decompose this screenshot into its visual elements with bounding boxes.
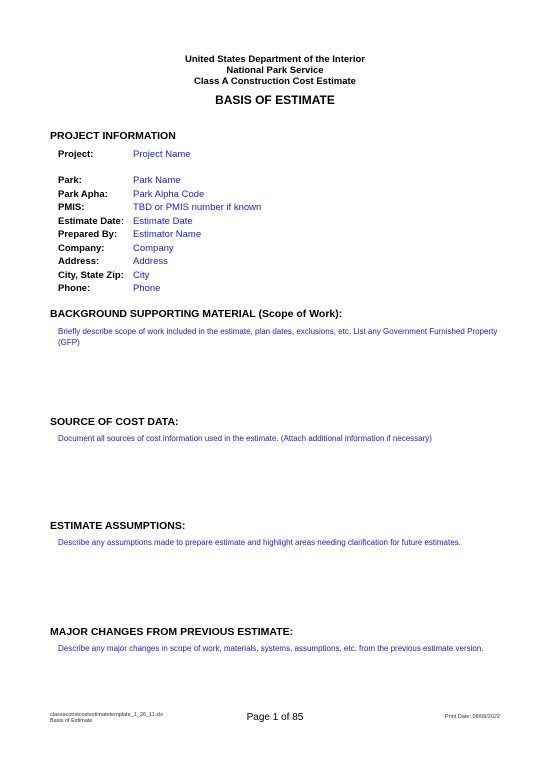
field-value: TBD or PMIS number if known <box>133 202 262 213</box>
field-label: Address: <box>58 256 100 267</box>
field-value: Project Name <box>133 149 191 160</box>
changes-heading: MAJOR CHANGES FROM PREVIOUS ESTIMATE: <box>50 626 294 638</box>
field-label: Park Apha: <box>58 188 108 200</box>
field-row <box>58 189 204 200</box>
assumptions-description: Describe any assumptions made to prepare estimate and highlight areas needing clarification for future estimates. <box>58 538 461 547</box>
field-row <box>58 283 160 294</box>
field-value: Address <box>133 256 168 267</box>
field-label: Phone: <box>58 283 91 294</box>
header-line-2: National Park Service <box>226 65 324 76</box>
field-value: Park Name <box>133 175 181 186</box>
field-label: Park: <box>58 175 82 186</box>
footer-sheet-name: Basis of Estimate <box>50 718 93 724</box>
field-value: City <box>133 269 150 281</box>
cost-data-heading: SOURCE OF COST DATA: <box>50 416 179 428</box>
field-row <box>58 175 181 186</box>
print-date: Print Date: 08/08/2022 <box>444 714 500 720</box>
field-row <box>58 202 261 213</box>
field-label: Company: <box>58 242 105 254</box>
field-value: Phone <box>133 283 161 294</box>
field-label: PMIS: <box>58 202 85 213</box>
field-label: City, State Zip: <box>58 269 124 281</box>
scope-heading: BACKGROUND SUPPORTING MATERIAL (Scope of Work): <box>50 308 343 320</box>
field-value: Estimate Date <box>133 215 193 227</box>
changes-description: Describe any major changes in scope of work, materials, systems, assumptions, etc. from the previous estimate version. <box>58 644 484 653</box>
field-row <box>58 229 201 240</box>
page-title: BASIS OF ESTIMATE <box>215 93 335 107</box>
assumptions-heading: ESTIMATE ASSUMPTIONS: <box>50 520 186 532</box>
field-row <box>58 216 193 227</box>
field-value: Company <box>133 242 174 254</box>
header-line-3: Class A Construction Cost Estimate <box>194 76 356 87</box>
footer-filename: classaconstcostestimatetemplate_1_26_11.xls <box>50 712 164 718</box>
header-line-1: United States Department of the Interior <box>185 54 365 65</box>
field-label: Estimate Date: <box>58 215 124 227</box>
page-number: Page 1 of 85 <box>246 712 304 723</box>
scope-description: Briefly describe scope of work included in the estimate, plan dates, exclusions, etc. List any Government Furnished Property (GFP) <box>58 327 498 347</box>
cost-data-description: Document all sources of cost information used in the estimate. (Attach additional information if necessary) <box>58 434 432 443</box>
field-value: Park Alpha Code <box>133 188 205 200</box>
field-label: Prepared By: <box>58 229 118 240</box>
field-label: Project: <box>58 149 94 160</box>
field-row <box>58 270 149 281</box>
project-info-heading: PROJECT INFORMATION <box>50 130 176 142</box>
field-row <box>58 256 168 267</box>
project-row <box>58 149 191 160</box>
field-value: Estimator Name <box>133 229 202 240</box>
field-row <box>58 243 174 254</box>
